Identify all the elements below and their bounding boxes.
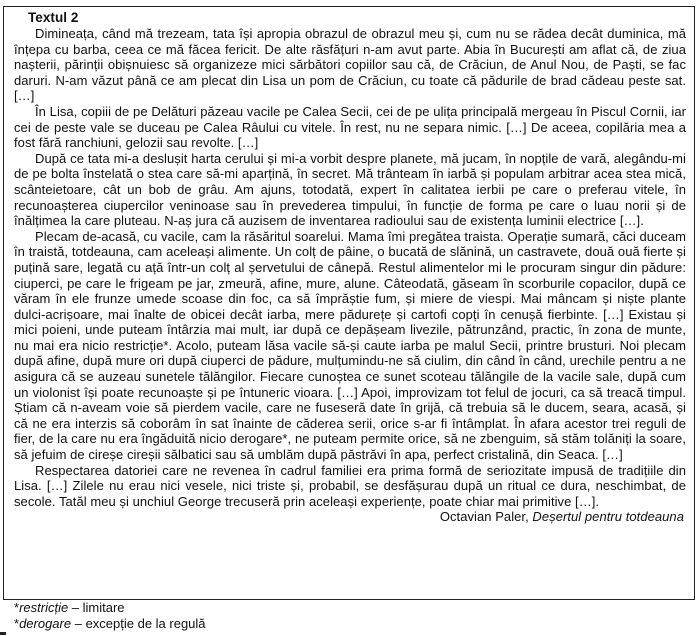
- text-content: [14, 10, 686, 525]
- paragraph-2: În Lisa, copiii de pe Delături păzeau vacile pe Calea Secii, cei de pe ulița principală mergeau în Piscul Cornii, iar cei de peste vale se duceau pe Calea Râului cu vitele. În rest, nu ne separa nimic. […] De aceea, copilăria mea a fost fără ranchiuni, gelozii sau revolte. […]: [14, 103, 686, 151]
- work-title: Deșertul pentru totdeauna: [532, 509, 684, 525]
- footnote-term: derogare: [19, 615, 72, 631]
- paragraph-4: Plecam de-acasă, cu vacile, cam la răsăritul soarelui. Mama îmi pregătea traista. Operație sumară, căci duceam în traistă, totdeauna, cam aceleași alimente. Un colț de pâine, o bucată de slănină, un castravete, două ouă fierte și puțină sare, legată cu ață într-un colț al șervetului de cânepă. Restul alimentelor mi le procuram singur din pădure: ciuperci, pe care le frigeam pe jar, zmeură, afine, mure, alune. Câteodată, găseam în scorburile copacilor, după ce văram în ele frunze umede scoase din foc, ca să împrăștie fum, și miere de viespi. Mai mâncam și niște plante dulci-acrișoare, mai înalte de obicei decât iarba, mere pădurețe și cartofi copți în cenușă fierbinte. […] Existau și mici poieni, unde puteam întârzia mai mult, iar după ce depășeam livezile, pătrunzând, practic, în zona de munte, nu mai era nicio restricție*. Acolo, puteam lăsa vacile să-și caute iarba pe malul Secii, printre brusturi. Noi plecam după afine, după mure ori după ciuperci de pădure, mulțumindu-ne să ciulim, din când în când, urechile pentru a ne asigura că se auzeau sunetele tălăngilor. Fiecare cunoștea ce sunet scoteau tălăngile de la vacile sale, după cum un violonist își poate recunoaște și pe întuneric vioara. […] Apoi, improvizam tot felul de jocuri, ca să treacă timpul. Știam că n-aveam voie să pierdem vacile, care ne fuseseră date în grijă, că trebuia să le ducem, seara, acasă, și că ne era interzis să coborâm în sat înainte de căderea serii, orice s-ar fi întâmplat. În afara acestor trei reguli de fier, de la care nu era îngăduită nicio derogare*, ne puteam permite orice, să ne zbenguim, să stăm tolăniți la soare, să jefuim de cireșe cireșii sălbatici sau să umblăm după păstrăvi în apa, perfect cristalină, din Seaca. […]: [14, 228, 686, 463]
- page-edge-mark: [0, 632, 6, 635]
- footnotes: [14, 600, 206, 631]
- paragraph-5: Respectarea datoriei care ne revenea în cadrul familiei era prima formă de seriozitate impusă de tradițiile din Lisa. […] Zilele nu erau nici vesele, nici triste și, probabil, se desfășurau după un ritual ce dura, neschimbat, de secole. Tatăl meu și unchiul George trecuseră prin aceleași experiențe, poate chiar mai primitive […].: [14, 462, 686, 509]
- text-title: Textul 2: [28, 10, 79, 25]
- footnote-1: *restricție – limitare: [14, 600, 125, 615]
- paragraph-3: După ce tata mi-a deslușit harta cerului și mi-a vorbit despre planete, mă jucam, în nopțile de vară, alegându-mi de pe bolta înstelată o stea care să-mi aparțină, în secret. Mă trânteam în iarbă și populam arbitrar acea stea mică, scânteietoare, cât un bob de grâu. Am ajuns, totodată, expert în calitatea ierbii pe care o preferau vitele, în recunoașterea ciupercilor veninoase sau în prevederea timpului, în funcție de forma pe care o luau norii și de înălțimea la care pluteau. N-aș jura că auzisem de inventarea radioului sau de existența luminii electrice […].: [14, 150, 686, 229]
- footnote-definition: – limitare: [68, 600, 125, 615]
- footnote-term: restricție: [19, 600, 69, 615]
- paragraph-1: Dimineața, când mă trezeam, tata își apropia obrazul de obrazul meu și, cum nu se rădea decât duminica, mă înțepa cu barba, ceea ce mă făcea fericit. De alte răsfățuri n-am avut parte. Abia în București am aflat că, de ziua nașterii, părinții obișnuiesc să organizeze mici sărbători copiilor sau că, de Crăciun, de Anul Nou, de Paști, se fac daruri. N-am văzut până ce am plecat din Lisa un pom de Crăciun, cu toate că pădurile de brad cădeau peste sat. […]: [14, 26, 686, 104]
- footnote-definition: – excepție de la regulă: [71, 615, 206, 631]
- author-name: Octavian Paler,: [439, 509, 529, 525]
- footnote-2: *derogare – excepție de la regulă: [14, 615, 206, 631]
- source-signature: [14, 509, 686, 525]
